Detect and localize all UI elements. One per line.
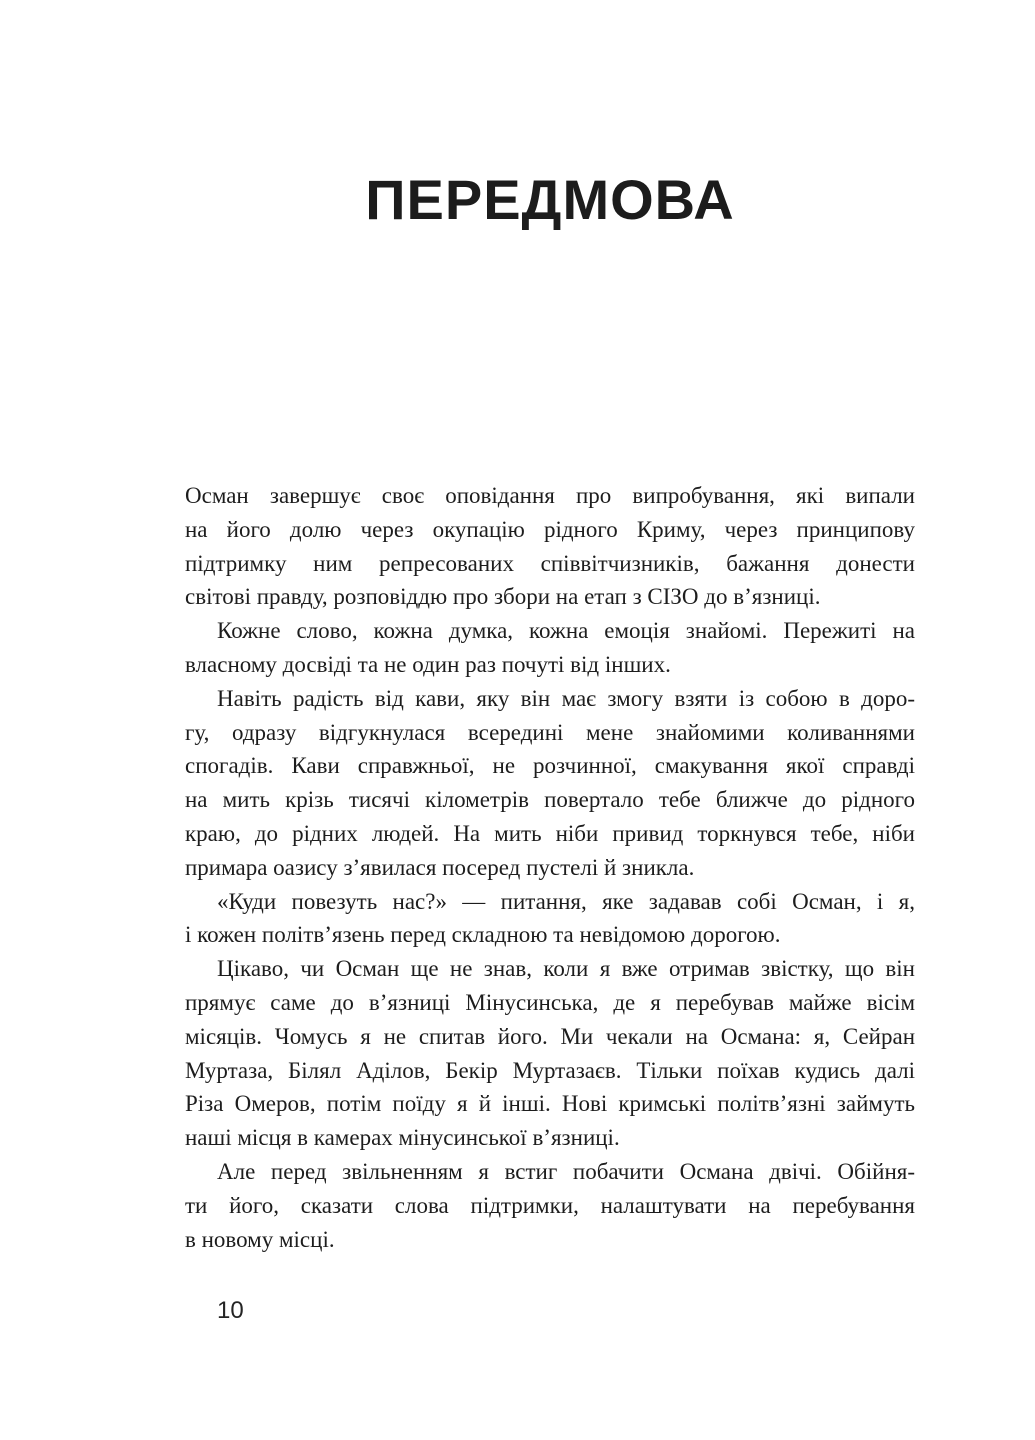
text-line: примара оазису з’явилася посеред пустелі й зникла.: [185, 854, 695, 880]
text-line: Кожне слово, кожна думка, кожна емоція знайомі. Пережиті на: [217, 618, 915, 644]
text-line: спогадів. Кави справжньої, не розчинної, смакування якої справді: [185, 753, 915, 779]
text-line: Навіть радість від кави, яку він має змогу взяти із собою в доро-: [217, 685, 915, 711]
text-line: місяців. Чомусь я не спитав його. Ми чекали на Османа: я, Сейран: [185, 1023, 915, 1049]
text-line: власному досвіді та не один раз почуті від інших.: [185, 651, 671, 677]
text-line: Муртаза, Білял Аділов, Бекір Муртазаєв. Тільки поїхав кудись далі: [185, 1057, 915, 1083]
text-line: Цікаво, чи Осман ще не знав, коли я вже отримав звістку, що він: [217, 956, 915, 982]
chapter-title: ПЕРЕДМОВА: [365, 167, 735, 231]
text-line: наші місця в камерах мінусинської в’язниці.: [185, 1125, 620, 1151]
text-line: на його долю через окупацію рідного Криму, через принципову: [185, 516, 915, 542]
text-line: в новому місці.: [185, 1226, 335, 1252]
text-line: Осман завершує своє оповідання про випробування, які випали: [185, 483, 915, 508]
body-text: [185, 479, 915, 1256]
text-line: світові правду, розповіддю про збори на етап з СІЗО до в’язниці.: [185, 584, 821, 610]
text-line: Різа Омеров, потім поїду я й інші. Нові кримські політв’язні займуть: [185, 1091, 915, 1117]
text-line: Але перед звільненням я встиг побачити Османа двічі. Обійня-: [217, 1158, 915, 1184]
text-line: підтримку ним репресованих співвітчизників, бажання донести: [185, 550, 915, 576]
text-line: і кожен політв’язень перед складною та невідомою дорогою.: [185, 922, 781, 948]
text-line: прямує саме до в’язниці Мінусинська, де я перебував майже вісім: [185, 989, 915, 1015]
text-line: краю, до рідних людей. На мить ніби привид торкнувся тебе, ніби: [185, 820, 915, 846]
page-number: 10: [217, 1297, 244, 1324]
text-line: на мить крізь тисячі кілометрів повертало тебе ближче до рідного: [185, 787, 915, 813]
text-line: гу, одразу відгукнулася всередині мене знайомими коливаннями: [185, 719, 915, 745]
text-line: ти його, сказати слова підтримки, налаштувати на перебування: [185, 1192, 915, 1218]
text-line: «Куди повезуть нас?» — питання, яке задавав собі Осман, і я,: [217, 888, 915, 914]
